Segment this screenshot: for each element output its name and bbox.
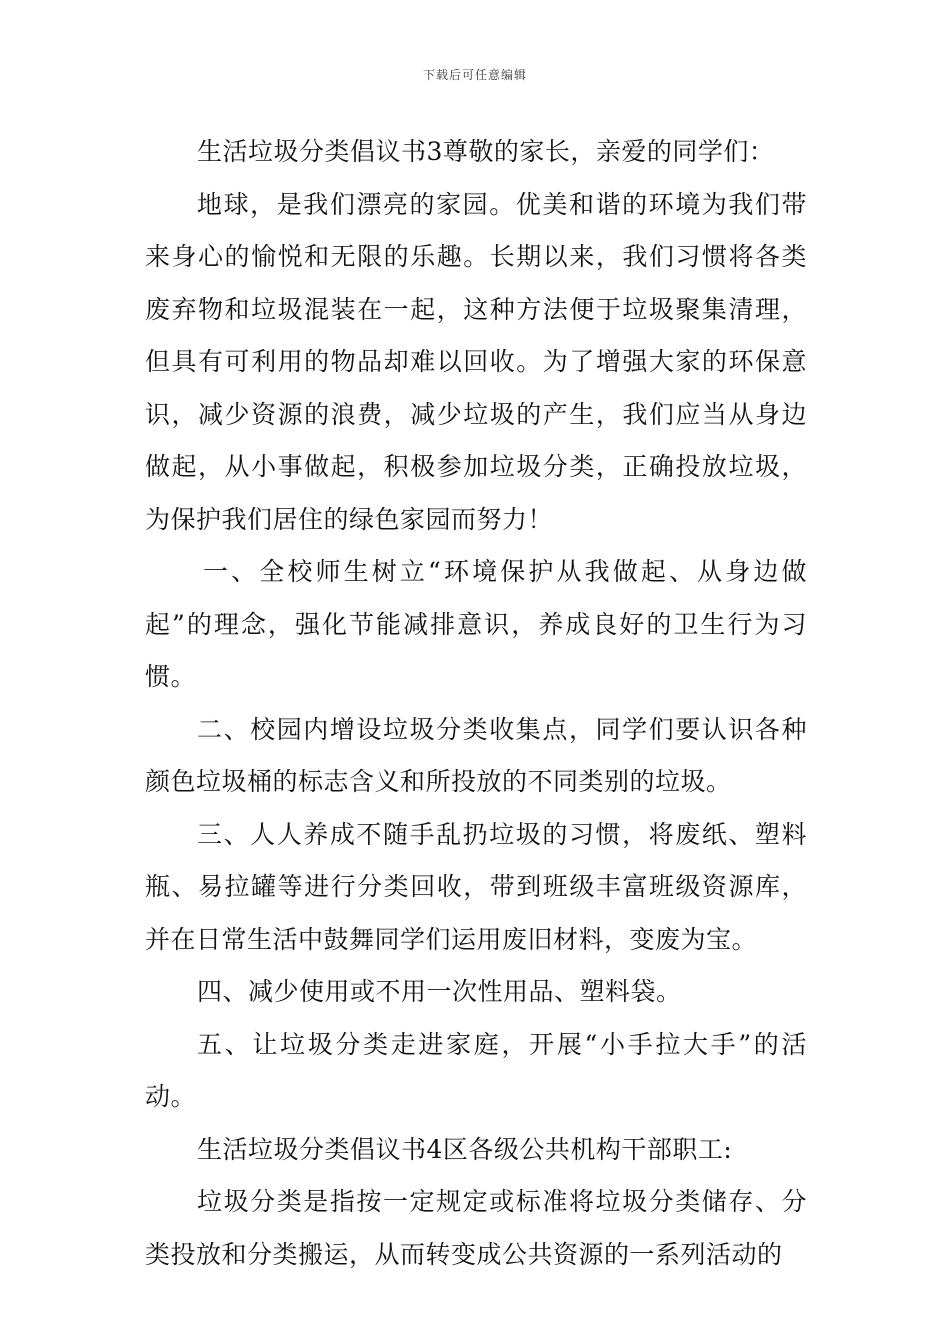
paragraph-point-2: 二、校园内增设垃圾分类收集点，同学们要认识各种颜色垃圾桶的标志含义和所投放的不同类别的垃圾。 — [145, 714, 807, 796]
page-header: 下载后可任意编辑 — [422, 68, 527, 82]
paragraph-letter-4-body: 垃圾分类是指按一定规定或标准将垃圾分类储存、分类投放和分类搬运，从而转变成公共资源的一系列活动的 — [145, 1187, 807, 1269]
paragraph-point-3: 三、人人养成不随手乱扔垃圾的习惯，将废纸、塑料瓶、易拉罐等进行分类回收，带到班级丰富班级资源库，并在日常生活中鼓舞同学们运用废旧材料，变废为宝。 — [145, 819, 807, 954]
paragraph-introduction: 地球，是我们漂亮的家园。优美和谐的环境为我们带来身心的愉悦和无限的乐趣。长期以来，我们习惯将各类废弃物和垃圾混装在一起，这种方法便于垃圾聚集清理，但具有可利用的物品却难以回收。为了增强大家的环保意识，减少资源的浪费，减少垃圾的产生，我们应当从身边做起，从小事做起，积极参加垃圾分类，正确投放垃圾，为保护我们居住的绿色家园而努力！ — [145, 189, 807, 534]
paragraph-point-1: 一、全校师生树立“环境保护从我做起、从身边做起”的理念，强化节能减排意识，养成良好的卫生行为习惯。 — [145, 557, 807, 691]
document-body — [145, 126, 807, 1281]
paragraph-point-4: 四、减少使用或不用一次性用品、塑料袋。 — [197, 977, 682, 1006]
paragraph-letter-3-salutation: 生活垃圾分类倡议书3尊敬的家长，亲爱的同学们： — [197, 137, 775, 166]
paragraph-letter-4-salutation: 生活垃圾分类倡议书4区各级公共机构干部职工: — [197, 1134, 733, 1164]
paragraph-point-5: 五、让垃圾分类走进家庭，开展“小手拉大手”的活动。 — [145, 1029, 807, 1111]
